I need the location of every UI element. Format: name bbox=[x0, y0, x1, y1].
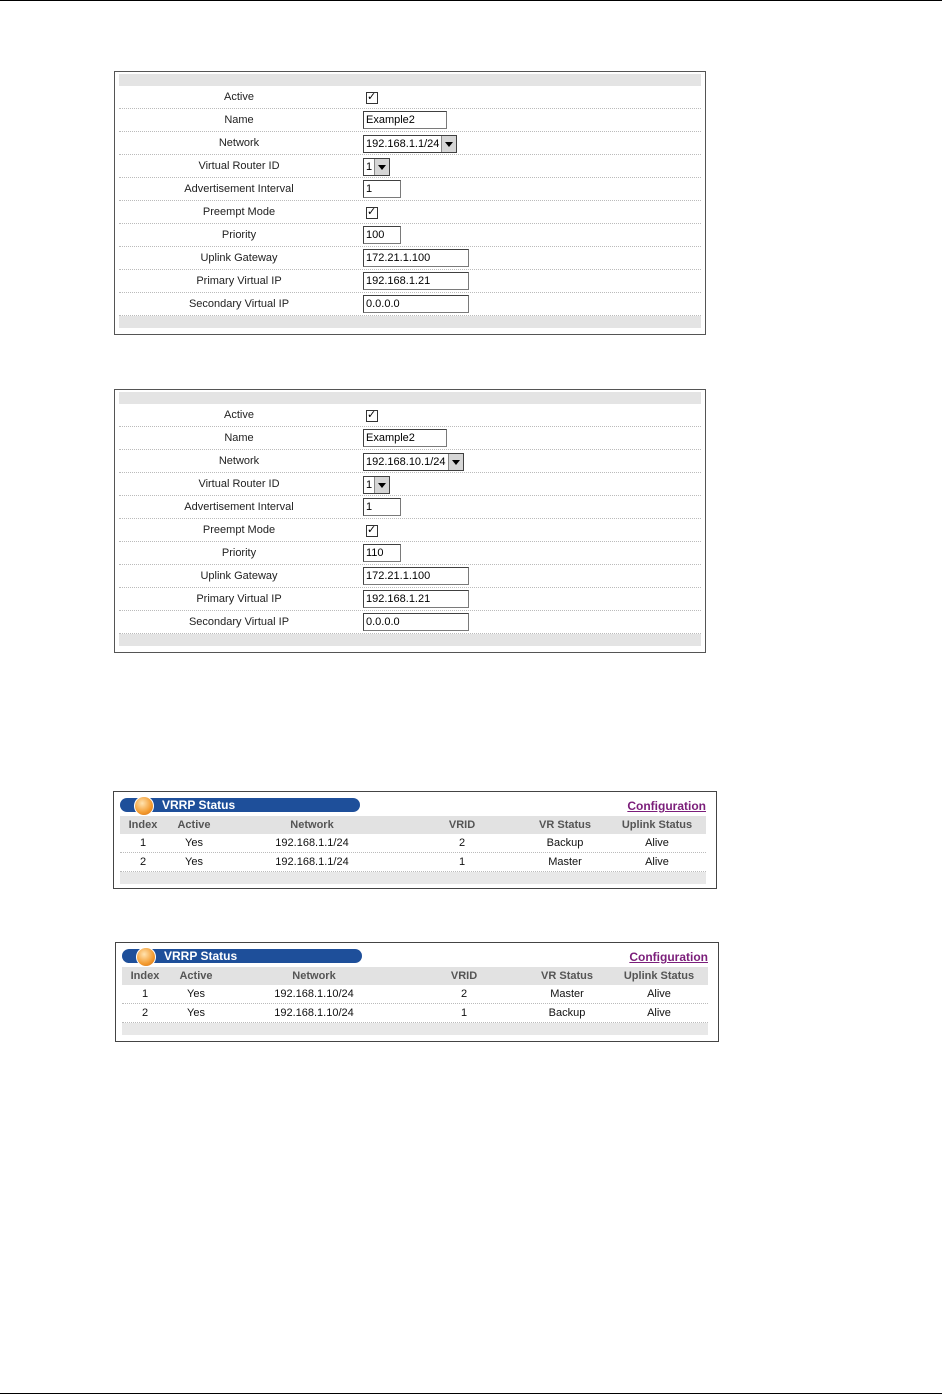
preempt-label: Preempt Mode bbox=[202, 206, 276, 218]
row-vrid bbox=[119, 155, 701, 178]
col-vr-status: VR Status bbox=[539, 819, 591, 831]
chevron-down-icon[interactable] bbox=[441, 136, 456, 152]
uplink-label: Uplink Gateway bbox=[200, 252, 278, 264]
cell-network: 192.168.1.1/24 bbox=[275, 856, 349, 868]
status-title: VRRP Status bbox=[162, 798, 236, 812]
cell-index: 1 bbox=[139, 837, 147, 849]
row-secondary-vip bbox=[119, 293, 701, 316]
name-input[interactable]: Example2 bbox=[363, 429, 447, 447]
cell-vrid: 2 bbox=[458, 837, 466, 849]
col-vr-status: VR Status bbox=[541, 970, 593, 982]
col-network: Network bbox=[290, 819, 334, 831]
header-rule bbox=[0, 0, 942, 1]
vrid-select[interactable]: 1 bbox=[363, 158, 390, 176]
network-label: Network bbox=[218, 455, 260, 467]
cell-active: Yes bbox=[185, 856, 203, 868]
row-name bbox=[119, 427, 701, 450]
vrrp-config-form bbox=[114, 71, 706, 335]
row-preempt bbox=[119, 201, 701, 224]
cell-network: 192.168.1.1/24 bbox=[275, 837, 349, 849]
priority-label: Priority bbox=[221, 229, 257, 241]
adv-interval-label: Advertisement Interval bbox=[184, 183, 294, 195]
col-index: Index bbox=[130, 970, 160, 982]
row-primary-vip bbox=[119, 588, 701, 611]
primary-vip-input[interactable]: 192.168.1.21 bbox=[363, 272, 469, 290]
footer-rule bbox=[0, 1393, 942, 1394]
cell-index: 2 bbox=[141, 1007, 149, 1019]
table-row bbox=[120, 853, 706, 872]
row-name bbox=[119, 109, 701, 132]
primary-vip-label: Primary Virtual IP bbox=[196, 275, 282, 287]
cell-uplink-status: Alive bbox=[647, 988, 671, 1000]
secondary-vip-input[interactable]: 0.0.0.0 bbox=[363, 295, 469, 313]
table-row bbox=[122, 985, 708, 1004]
cell-uplink-status: Alive bbox=[645, 856, 669, 868]
table-header bbox=[120, 816, 706, 834]
cell-active: Yes bbox=[185, 837, 203, 849]
cell-network: 192.168.1.10/24 bbox=[274, 988, 354, 1000]
col-network: Network bbox=[292, 970, 336, 982]
uplink-label: Uplink Gateway bbox=[200, 570, 278, 582]
row-secondary-vip bbox=[119, 611, 701, 634]
row-vrid bbox=[119, 473, 701, 496]
status-title-bar bbox=[122, 949, 362, 963]
priority-input[interactable]: 110 bbox=[363, 544, 401, 562]
cell-index: 2 bbox=[139, 856, 147, 868]
network-label: Network bbox=[218, 137, 260, 149]
col-active: Active bbox=[177, 819, 211, 831]
cell-uplink-status: Alive bbox=[647, 1007, 671, 1019]
secondary-vip-input[interactable]: 0.0.0.0 bbox=[363, 613, 469, 631]
vrid-select[interactable]: 1 bbox=[363, 476, 390, 494]
network-select[interactable]: 192.168.1.1/24 bbox=[363, 135, 457, 153]
status-orb-icon bbox=[136, 947, 156, 967]
adv-interval-input[interactable]: 1 bbox=[363, 498, 401, 516]
adv-interval-input[interactable]: 1 bbox=[363, 180, 401, 198]
uplink-input[interactable]: 172.21.1.100 bbox=[363, 249, 469, 267]
name-label: Name bbox=[224, 114, 254, 126]
row-adv-interval bbox=[119, 178, 701, 201]
cell-active: Yes bbox=[187, 988, 205, 1000]
status-orb-icon bbox=[134, 796, 154, 816]
name-input[interactable]: Example2 bbox=[363, 111, 447, 129]
status-table bbox=[122, 967, 708, 1035]
priority-input[interactable]: 100 bbox=[363, 226, 401, 244]
row-uplink bbox=[119, 247, 701, 270]
configuration-link[interactable]: Configuration bbox=[629, 950, 708, 964]
cell-vrid: 1 bbox=[458, 856, 466, 868]
vrid-label: Virtual Router ID bbox=[198, 160, 280, 172]
cell-vr-status: Backup bbox=[546, 837, 584, 849]
col-vrid: VRID bbox=[448, 819, 476, 831]
uplink-input[interactable]: 172.21.1.100 bbox=[363, 567, 469, 585]
row-network bbox=[119, 450, 701, 473]
preempt-label: Preempt Mode bbox=[202, 524, 276, 536]
cell-index: 1 bbox=[141, 988, 149, 1000]
cell-vr-status: Master bbox=[548, 856, 582, 868]
network-select[interactable]: 192.168.10.1/24 bbox=[363, 453, 464, 471]
chevron-down-icon[interactable] bbox=[374, 159, 389, 175]
cell-vr-status: Backup bbox=[548, 1007, 586, 1019]
vrid-label: Virtual Router ID bbox=[198, 478, 280, 490]
cell-uplink-status: Alive bbox=[645, 837, 669, 849]
row-uplink bbox=[119, 565, 701, 588]
cell-network: 192.168.1.10/24 bbox=[274, 1007, 354, 1019]
row-network bbox=[119, 132, 701, 155]
active-label: Active bbox=[224, 409, 254, 421]
status-table bbox=[120, 816, 706, 884]
row-priority bbox=[119, 542, 701, 565]
table-row bbox=[122, 1004, 708, 1023]
table-footer-bar bbox=[120, 872, 706, 884]
primary-vip-input[interactable]: 192.168.1.21 bbox=[363, 590, 469, 608]
name-label: Name bbox=[224, 432, 254, 444]
status-title-bar bbox=[120, 798, 360, 812]
table-footer-bar bbox=[122, 1023, 708, 1035]
active-label: Active bbox=[224, 91, 254, 103]
chevron-down-icon[interactable] bbox=[374, 477, 389, 493]
col-uplink-status: Uplink Status bbox=[623, 970, 695, 982]
cell-vrid: 2 bbox=[460, 988, 468, 1000]
col-index: Index bbox=[128, 819, 158, 831]
row-preempt bbox=[119, 519, 701, 542]
table-header bbox=[122, 967, 708, 985]
vrrp-status-panel bbox=[113, 791, 717, 889]
row-priority bbox=[119, 224, 701, 247]
status-title: VRRP Status bbox=[164, 949, 238, 963]
configuration-link[interactable]: Configuration bbox=[627, 799, 706, 813]
form-header-bar bbox=[119, 74, 701, 86]
vrrp-status-panel bbox=[115, 942, 719, 1042]
chevron-down-icon[interactable] bbox=[448, 454, 463, 470]
active-checkbox[interactable] bbox=[366, 410, 378, 422]
secondary-vip-label: Secondary Virtual IP bbox=[188, 298, 290, 310]
col-active: Active bbox=[179, 970, 213, 982]
primary-vip-label: Primary Virtual IP bbox=[196, 593, 282, 605]
active-checkbox[interactable] bbox=[366, 92, 378, 104]
col-uplink-status: Uplink Status bbox=[621, 819, 693, 831]
form-header-bar bbox=[119, 392, 701, 404]
preempt-checkbox[interactable] bbox=[366, 525, 378, 537]
col-vrid: VRID bbox=[450, 970, 478, 982]
vrrp-config-form bbox=[114, 389, 706, 653]
cell-active: Yes bbox=[187, 1007, 205, 1019]
row-primary-vip bbox=[119, 270, 701, 293]
cell-vr-status: Master bbox=[550, 988, 584, 1000]
row-active bbox=[119, 86, 701, 109]
priority-label: Priority bbox=[221, 547, 257, 559]
secondary-vip-label: Secondary Virtual IP bbox=[188, 616, 290, 628]
table-row bbox=[120, 834, 706, 853]
row-active bbox=[119, 404, 701, 427]
preempt-checkbox[interactable] bbox=[366, 207, 378, 219]
adv-interval-label: Advertisement Interval bbox=[184, 501, 294, 513]
row-adv-interval bbox=[119, 496, 701, 519]
cell-vrid: 1 bbox=[460, 1007, 468, 1019]
